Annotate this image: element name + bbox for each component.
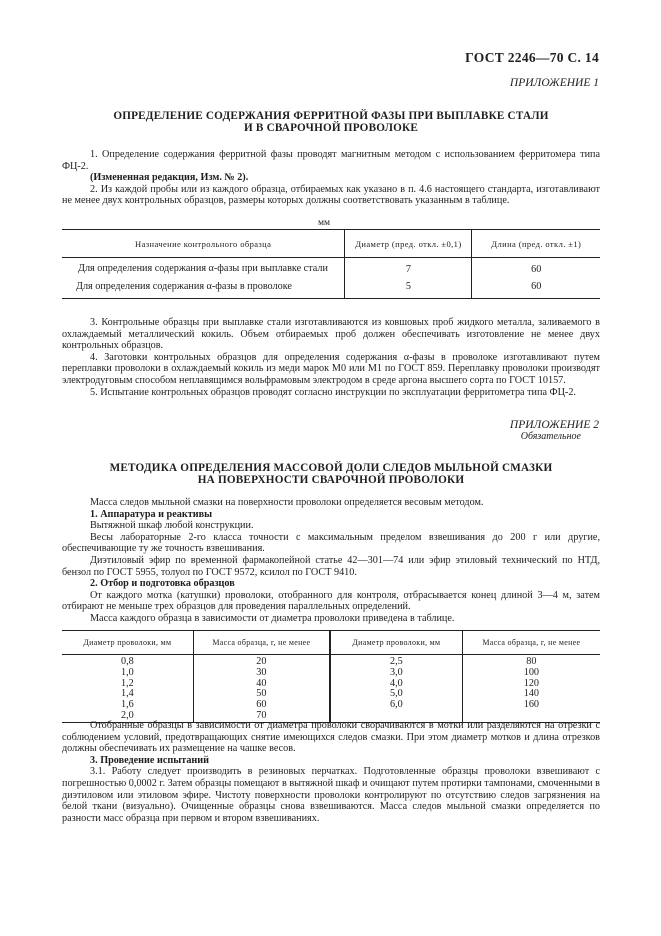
table-header-row [62,631,600,655]
table-cell: 120 [462,679,600,690]
table-cell: 0,8 [120,656,134,667]
table-cell: 60 [531,263,542,275]
section-2-title [62,462,600,486]
table-row [62,679,600,690]
column-header-diameter-2: Диаметр проволоки, мм [330,631,462,655]
paragraph-1: 1. Определение содержания ферритной фазы проводят магнитным методом с использованием ферритомера типа ФЦ-2. [62,149,600,172]
section-2-title-line2: НА ПОВЕРХНОСТИ СВАРОЧНОЙ ПРОВОЛОКИ [197,474,465,486]
section-2-title-line1: МЕТОДИКА ОПРЕДЕЛЕНИЯ МАССОВОЙ ДОЛИ СЛЕДОВ МЫЛЬНОЙ СМАЗКИ [109,462,553,474]
section-1-body [62,317,600,398]
paragraph-5: 5. Испытание контрольных образцов проводят согласно инструкции по эксплуатации ферритометра типа ФЦ-2. [90,386,576,398]
heading-testing: 3. Проведение испытаний [90,754,210,766]
table-row [62,668,600,679]
paragraph-3: 3. Контрольные образцы при выплавке стали изготавливаются из ковшовых проб жидкого металла, заливаемого в охлаждаемый металлический кокиль. Объем отбираемых проб должен обеспечивать изготовление не менее двух контрольных образцов. [62,317,600,352]
section-2-body-1 [62,497,600,625]
testing-paragraph-1: 3.1. Работу следует производить в резиновых перчатках. Подготовленные образцы проволоки взвешивают с погрешностью 0,0002 г. Затем образцы помещают в вытяжной шкаф и очищают путем протирки тампонами, смоченными в диэтиловом или этиловом эфире. Чистоту поверхности проволоки контролируют по отсутствию следов загрязнения на белой ткани (визуально). Очищенные образцы снова взвешиваются. Масса следов мыльной смазки определяется по разности масс образца при первом и втором взвешиваниях. [62,766,600,824]
table-row [62,655,600,668]
table-unit: мм [318,218,331,228]
column-header-mass-2: Масса образца, г, не менее [462,631,600,655]
table-cell: 40 [193,679,330,690]
column-header-mass-1: Масса образца, г, не менее [193,631,330,655]
apparatus-item-3: Диэтиловый эфир по временной фармакопейной статье 42—301—74 или эфир этиловый технический по НТД, бензол по ГОСТ 5955, толуол по ГОСТ 9572, ксилол по ГОСТ 9410. [62,554,600,578]
section-1-title [62,110,600,134]
appendix-1-title: ПРИЛОЖЕНИЕ 1 [509,77,599,89]
table-header-row [62,230,600,258]
table-cell: 2,0 [62,711,193,722]
sampling-paragraph-1: От каждого мотка (катушки) проволоки, отобранного для контроля, отбрасывается конец длиной 3—4 м, затем отбирают не меньше трех образцов для проведения параллельных определений. [62,589,600,613]
table-cell: 7 [345,258,472,276]
table-cell: 5,0 [330,689,462,700]
table-cell: 3,0 [330,668,462,679]
table-cell: 5 [345,276,472,299]
table-cell: 30 [193,668,330,679]
paragraph-1-note: (Измененная редакция, Изм. № 2). [90,172,249,184]
table-cell: 20 [193,655,330,668]
intro-paragraph: Масса следов мыльной смазки на поверхности проволоки определяется весовым методом. [90,497,484,508]
column-header-purpose: Назначение контрольного образца [62,230,345,258]
table-cell: 1,2 [120,677,134,689]
table-row [62,276,600,299]
table-cell: 60 [472,276,600,299]
section-1-title-line1: ОПРЕДЕЛЕНИЕ СОДЕРЖАНИЯ ФЕРРИТНОЙ ФАЗЫ ПРИ ВЫПЛАВКЕ СТАЛИ [113,110,549,122]
table-cell: 80 [462,655,600,668]
table-cell: 100 [462,668,600,679]
column-header-diameter-1: Диаметр проволоки, мм [62,631,193,655]
sample-mass-table [62,630,600,723]
table-cell: 1,6 [120,699,134,711]
appendix-2-status: Обязательное [520,431,581,442]
table-cell: 4,0 [330,679,462,690]
apparatus-item-1: Вытяжной шкаф любой конструкции. [90,520,254,532]
sample-size-table [62,229,600,299]
heading-sampling: 2. Отбор и подготовка образцов [90,578,235,590]
table-cell: Для определения содержания α-фазы при выплавке стали [78,263,328,274]
appendix-1-label [510,77,599,89]
table-cell: 50 [193,689,330,700]
table-cell: 140 [462,689,600,700]
paragraph-2: 2. Из каждой пробы или из каждого образца, отбираемых как указано в п. 4.6 настоящего стандарта, изготавливают не менее двух контрольных образцов, размеры которых должны соответствовать указанным в таблице. [62,183,600,207]
table-cell: 60 [193,700,330,711]
table-cell: 70 [193,711,330,722]
page-header: ГОСТ 2246—70 С. 14 [465,50,599,65]
paragraph-4: 4. Заготовки контрольных образцов для определения содержания α-фазы в проволоке изготавливают путем переплавки проволоки в охлаждаемый кокиль из меди марок М0 или М1 по ГОСТ 859. Переплавку проволоки производят электродуговым способом неплавящимся вольфрамовым электродом в среде аргона высшего сорта по ГОСТ 10157. [62,351,600,386]
table-cell: 160 [462,700,600,711]
appendix-2-label [510,419,599,442]
table-cell: Для определения содержания α-фазы в проволоке [62,276,345,299]
column-header-length: Длина (пред. откл. ±1) [472,230,600,258]
heading-apparatus: 1. Аппаратура и реактивы [90,508,213,520]
table-row [62,689,600,700]
apparatus-item-2: Весы лабораторные 2-го класса точности с максимальным пределом взвешивания до 200 г или другие, обеспечивающие ту же точность взвешивания. [62,531,600,555]
table-row [62,700,600,711]
section-1-intro [62,149,600,207]
section-2-body-2 [62,720,600,824]
sampling-paragraph-3: Отобранные образцы в зависимости от диаметра проволоки сворачиваются в мотки или разделяются на отрезки с соблюдением условий, предотвращающих снятие имеющихся следов смазки. При этом диаметр мотков и длина отрезков должны обеспечивать их размещение на чашке весов. [62,720,600,755]
table-cell: 1,0 [120,666,134,678]
table-cell: 6,0 [330,700,462,711]
appendix-2-title: ПРИЛОЖЕНИЕ 2 [509,419,599,431]
table-cell: 1,4 [120,688,134,700]
section-1-title-line2: И В СВАРОЧНОЙ ПРОВОЛОКЕ [244,122,418,134]
table-row [62,258,600,276]
sampling-paragraph-2: Масса каждого образца в зависимости от диаметра проволоки приведена в таблице. [90,612,455,624]
table-cell: 2,5 [330,655,462,668]
column-header-diameter: Диаметр (пред. откл. ±0,1) [345,230,472,258]
